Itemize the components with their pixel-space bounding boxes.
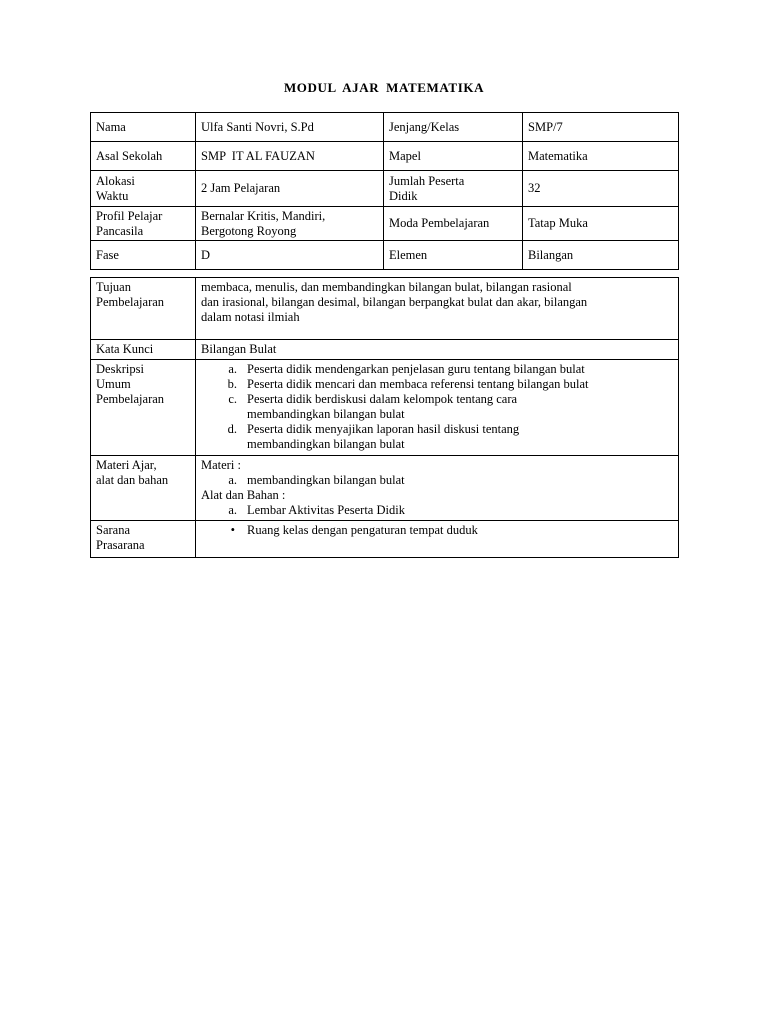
tujuan-line: membaca, menulis, dan membandingkan bilangan bulat, bilangan rasional [201,280,572,294]
deskripsi-label-line: Pembelajaran [96,392,165,406]
materi-heading: Materi : [201,458,241,472]
list-marker: d. [227,422,237,436]
jenjang-label: Jenjang/Kelas [384,113,523,142]
table-row [91,241,679,270]
fase-value: D [196,241,384,270]
jumlah-label-line: Didik [389,188,418,203]
table-row [91,340,679,360]
tujuan-line: dan irasional, bilangan desimal, bilangan berpangkat bulat dan akar, bilangan [201,295,588,309]
asal-label: Asal Sekolah [91,142,196,171]
jumlah-label-line: Jumlah Peserta [389,173,465,188]
table-row [91,171,679,207]
tujuan-line: dalam notasi ilmiah [201,310,300,324]
list-item-line: Lembar Aktivitas Peserta Didik [247,503,405,517]
table-row [91,113,679,142]
list-marker: c. [228,392,237,406]
tujuan-label-line: Pembelajaran [96,295,165,309]
list-item [221,377,673,392]
elemen-value: Bilangan [523,241,679,270]
nama-label: Nama [91,113,196,142]
sarana-value [196,521,679,558]
alokasi-label-line: Waktu [96,188,129,203]
alat-heading: Alat dan Bahan : [201,488,286,502]
materi-label-line: alat dan bahan [96,473,169,487]
sarana-list [201,523,673,538]
table-row [91,278,679,340]
tujuan-label-line: Tujuan [96,280,131,294]
table-row [91,521,679,558]
bullet-icon: • [230,523,235,537]
elemen-label: Elemen [384,241,523,270]
table-row [91,456,679,521]
info-table [90,112,679,270]
profil-label-line: Pancasila [96,223,144,238]
list-item-line: Peserta didik menyajikan laporan hasil diskusi tentang [247,422,520,436]
list-marker: a. [228,503,237,517]
list-item [221,473,673,488]
profil-value [196,207,384,241]
list-item-line: Peserta didik berdiskusi dalam kelompok tentang cara [247,392,518,406]
alat-list [201,503,673,518]
list-item-line: membandingkan bilangan bulat [247,473,405,487]
alokasi-label [91,171,196,207]
asal-value: SMP IT AL FAUZAN [196,142,384,171]
deskripsi-label-line: Deskripsi [96,362,144,376]
table-row [91,207,679,241]
list-marker: b. [227,377,237,391]
tujuan-label [91,278,196,340]
sarana-label-line: Sarana [96,523,131,537]
list-item-line: membandingkan bilangan bulat [247,437,405,451]
jenjang-value: SMP/7 [523,113,679,142]
list-item [221,523,673,538]
page-title: MODUL AJAR MATEMATIKA [283,80,485,95]
alokasi-value: 2 Jam Pelajaran [196,171,384,207]
kata-label: Kata Kunci [91,340,196,360]
materi-label [91,456,196,521]
list-item [221,422,673,452]
list-marker: a. [228,473,237,487]
profil-label-line: Profil Pelajar [96,208,163,223]
deskripsi-value [196,360,679,456]
list-item [221,362,673,377]
table-row [91,142,679,171]
list-item [221,503,673,518]
jumlah-label [384,171,523,207]
moda-value: Tatap Muka [523,207,679,241]
kata-value: Bilangan Bulat [196,340,679,360]
list-item-line: Peserta didik mencari dan membaca referensi tentang bilangan bulat [247,377,589,391]
sarana-label [91,521,196,558]
mapel-label: Mapel [384,142,523,171]
materi-value [196,456,679,521]
materi-label-line: Materi Ajar, [96,458,157,472]
tujuan-value [196,278,679,340]
list-item-line: membandingkan bilangan bulat [247,407,405,421]
nama-value: Ulfa Santi Novri, S.Pd [196,113,384,142]
list-marker: a. [228,362,237,376]
detail-table [90,277,679,558]
deskripsi-list [201,362,673,452]
profil-value-line: Bergotong Royong [201,223,297,238]
list-item [221,392,673,422]
mapel-value: Matematika [523,142,679,171]
sarana-label-line: Prasarana [96,538,145,552]
deskripsi-label-line: Umum [96,377,131,391]
profil-value-line: Bernalar Kritis, Mandiri, [201,208,326,223]
fase-label: Fase [91,241,196,270]
alokasi-label-line: Alokasi [96,173,135,188]
table-row [91,360,679,456]
materi-list [201,473,673,488]
list-item-line: Peserta didik mendengarkan penjelasan guru tentang bilangan bulat [247,362,585,376]
list-item-line: Ruang kelas dengan pengaturan tempat duduk [247,523,478,537]
profil-label [91,207,196,241]
deskripsi-label [91,360,196,456]
moda-label: Moda Pembelajaran [384,207,523,241]
jumlah-value: 32 [523,171,679,207]
